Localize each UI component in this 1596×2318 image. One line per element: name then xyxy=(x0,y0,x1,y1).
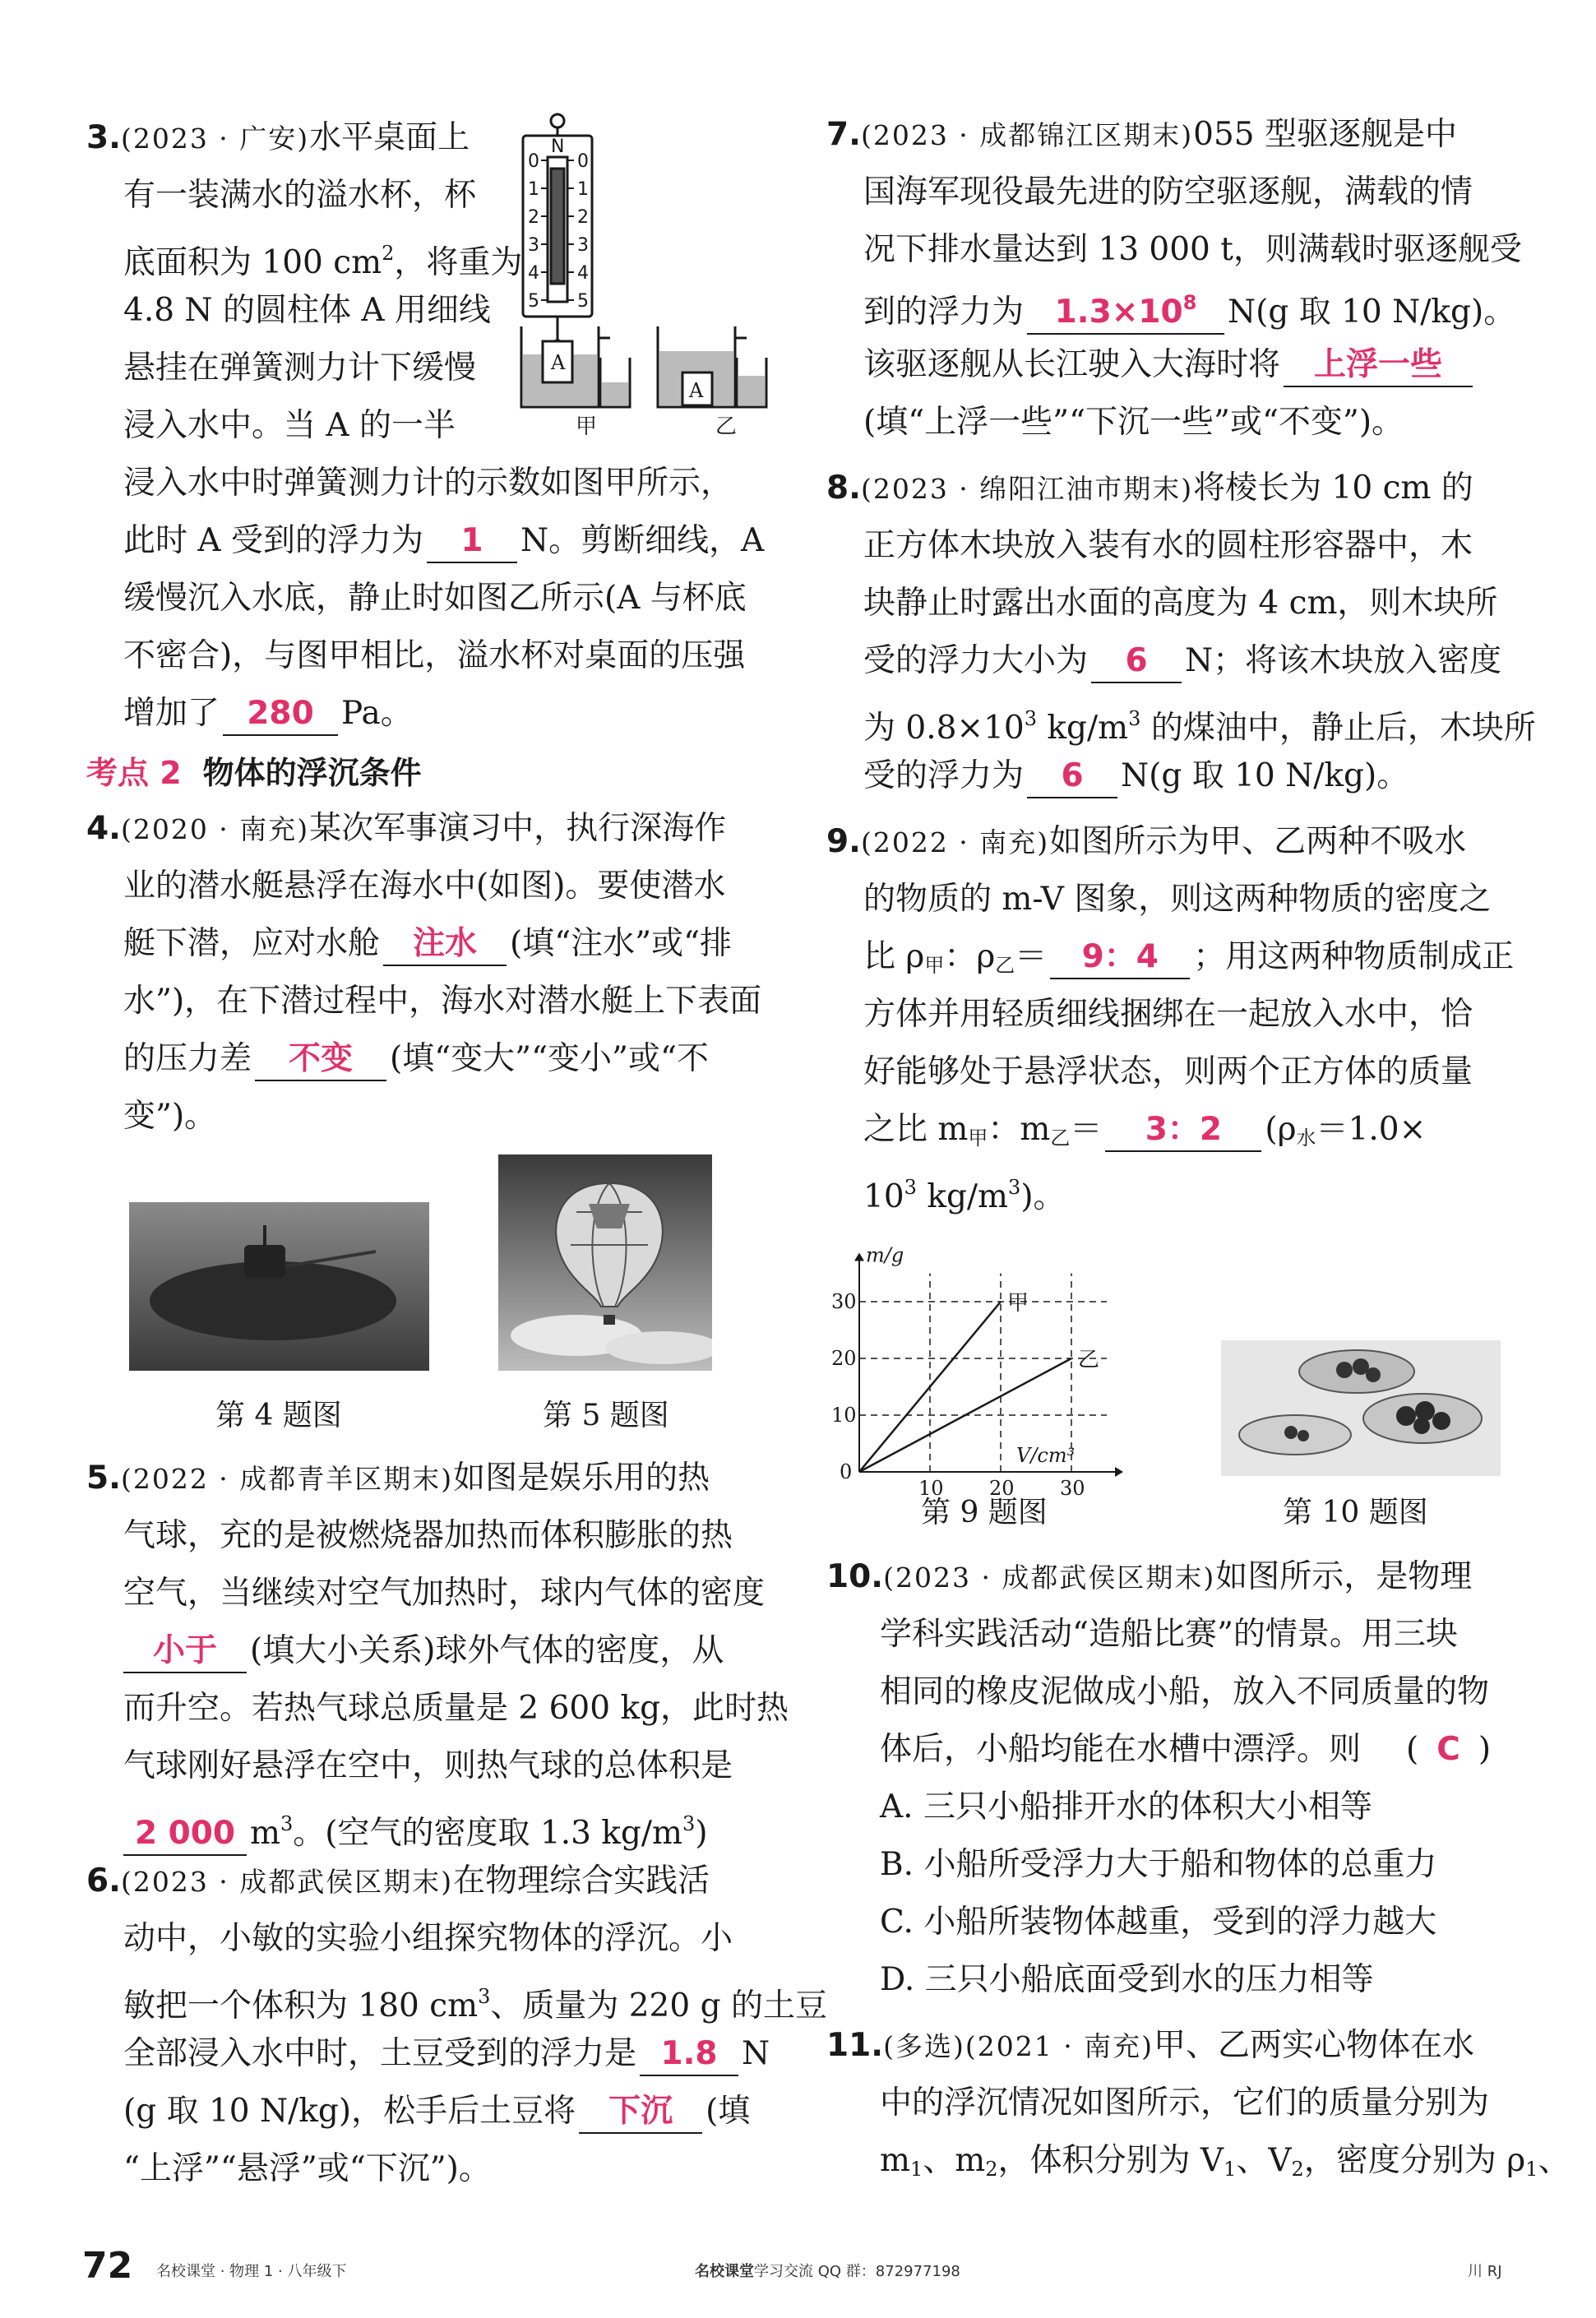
svg-text:2: 2 xyxy=(577,207,589,228)
q5-answer-2: 2 000 xyxy=(123,1813,247,1856)
q8-line-5: 为 $0.8\times 10^3$ $kg/m^3$ 的煤油中，静止后，木块所 xyxy=(863,707,1536,747)
q3-line-5: 悬挂在弹簧测力计下缓慢 xyxy=(123,349,477,386)
q9-line-7: $10^3$ $kg/m^3$)。 xyxy=(863,1176,1066,1215)
q10-option-a: A. 三只小船排开水的体积大小相等 xyxy=(880,1788,1372,1825)
clay-boats-photo xyxy=(1221,1340,1501,1476)
q7-line-5: 该驱逐舰从长江驶入大海时将 上浮一些 xyxy=(863,340,1476,391)
caption-q4: 第 4 题图 xyxy=(215,1399,342,1432)
svg-text:3: 3 xyxy=(577,235,589,256)
q7-line-2: 国海军现役最先进的防空驱逐舰，满载的情 xyxy=(863,174,1473,211)
q4-line-6: 变”)。 xyxy=(123,1098,217,1135)
q3-line-3: 底面积为 100 $cm^2$，将重为 xyxy=(123,242,523,281)
svg-text:4: 4 xyxy=(577,263,589,284)
book-title: 名校课堂 · 物理 1 · 八年级下 xyxy=(156,2263,347,2280)
q4-answer-1: 注水 xyxy=(383,923,507,966)
scale-right-label: 0 xyxy=(577,151,589,172)
q9-line-4: 方体并用轻质细线捆绑在一起放入水中，恰 xyxy=(863,996,1473,1033)
q10-option-d: D. 三只小船底面受到水的压力相等 xyxy=(880,1961,1374,1998)
q10-answer: C xyxy=(1436,1731,1460,1768)
page-number: 72 xyxy=(82,2245,133,2287)
q3-line-2: 有一装满水的溢水杯，杯 xyxy=(123,177,477,214)
q5-line-7: 2 000 $m^3$。(空气的密度取 1.3 $kg/m^3$) xyxy=(123,1798,708,1859)
q9-line-6: 之比 $m_甲$：$m_乙= 3$：2 ($\rho_水=1.0\times$ xyxy=(863,1104,1426,1164)
fig-label-jia: 甲 xyxy=(576,414,598,436)
x-axis-label: V/cm³ xyxy=(1016,1444,1076,1467)
q10-line-3: 相同的橡皮泥做成小船，放入不同质量的物 xyxy=(880,1673,1490,1710)
q6-line-1: 6.(2023 · 成都武侯区期末)在物理综合实践活 xyxy=(86,1862,710,1899)
caption-q9: 第 9 题图 xyxy=(921,1496,1048,1529)
q4-line-1: 4.(2020 · 南充)某次军事演习中，执行深海作 xyxy=(86,810,727,847)
q4-line-5: 的压力差 不变 (填“变大”“变小”或“不 xyxy=(123,1034,709,1085)
svg-text:1: 1 xyxy=(577,179,589,200)
q6-line-2: 动中，小敏的实验小组探究物体的浮沉。小 xyxy=(123,1920,733,1957)
y-tick-label: 20 xyxy=(831,1347,857,1370)
q7-line-6: (填“上浮一些”“下沉一些”或“不变”)。 xyxy=(863,404,1404,441)
q8-line-1: 8.(2023 · 绵阳江油市期末)将棱长为 10 cm 的 xyxy=(826,470,1473,507)
q8-answer-2: 6 xyxy=(1027,756,1117,798)
x-axis-arrow xyxy=(1115,1467,1123,1477)
scale-unit: N xyxy=(551,136,565,157)
section-tag: 考点 2 xyxy=(86,755,182,791)
q9-answer-2: 3：2 xyxy=(1105,1109,1261,1152)
y-axis-label: m/g xyxy=(866,1243,904,1267)
q3-line-6: 浸入水中。当 A 的一半 xyxy=(123,407,456,444)
footer-qq: 名校课堂学习交流 QQ 群：872977198 xyxy=(695,2263,960,2280)
q4-answer-2: 不变 xyxy=(255,1039,386,1081)
svg-text:3: 3 xyxy=(528,235,539,256)
q8-answer-1: 6 xyxy=(1091,641,1182,683)
q3-source: (2023 · 广安) xyxy=(120,123,310,155)
fig-label-yi: 乙 xyxy=(715,414,738,436)
svg-text:A: A xyxy=(551,351,566,374)
edition-label: 川 RJ xyxy=(1468,2263,1502,2280)
q6-answer-1: 1.8 xyxy=(640,2033,738,2076)
q10-line-4: 体后，小船均能在水槽中漂浮。则 ( C ) xyxy=(880,1724,1361,1775)
q8-line-3: 块静止时露出水面的高度为 4 cm，则木块所 xyxy=(863,585,1498,622)
svg-text:1: 1 xyxy=(528,179,539,200)
q5-line-5: 而升空。若热气球总质量是 2 600 kg，此时热 xyxy=(123,1690,789,1727)
q8-line-4: 受的浮力大小为 6 N；将该木块放入密度 xyxy=(863,636,1501,687)
series-label-1: 甲 xyxy=(1007,1291,1029,1316)
q6-line-5: (g 取 10 N/kg)，松手后土豆将 下沉 (填 xyxy=(123,2086,750,2137)
q5-line-4: 小于 (填大小关系)球外气体的密度，从 xyxy=(123,1626,724,1677)
q11-line-2: 中的浮沉情况如图所示，它们的质量分别为 xyxy=(880,2084,1490,2121)
footer-brand: 名校课堂 xyxy=(695,2263,754,2280)
y-axis-arrow xyxy=(854,1253,864,1261)
scale-left-label: 0 xyxy=(528,151,539,172)
q6-line-4: 全部浸入水中时，土豆受到的浮力是 1.8 N xyxy=(123,2029,770,2080)
q3-number: 3. xyxy=(86,119,121,156)
q5-line-2: 气球，充的是被燃烧器加热而体积膨胀的热 xyxy=(123,1517,733,1554)
q8-line-6: 受的浮力为 6 N(g 取 10 N/kg)。 xyxy=(863,751,1409,802)
submarine-photo xyxy=(129,1202,429,1371)
q10-option-c: C. 小船所装物体越重，受到的浮力越大 xyxy=(880,1904,1437,1941)
q3-line-11: 增加了 280 Pa。 xyxy=(123,688,413,739)
svg-text:5: 5 xyxy=(577,291,589,312)
q9-answer-1: 9：4 xyxy=(1050,937,1190,979)
q10-option-b: B. 小船所受浮力大于船和物体的总重力 xyxy=(880,1846,1437,1883)
q6-line-6: “上浮”“悬浮”或“下沉”)。 xyxy=(123,2150,491,2187)
q9-line-5: 好能够处于悬浮状态，则两个正方体的质量 xyxy=(863,1053,1473,1090)
balloon-photo xyxy=(498,1154,712,1371)
q3-answer-1: 1 xyxy=(427,521,517,563)
q10-line-2: 学科实践活动“造船比赛”的情景。用三块 xyxy=(880,1616,1458,1653)
q7-line-4: 到的浮力为 $1.3\times 10^8$ N(g 取 10 N/kg)。 xyxy=(863,282,1515,338)
q3-line-9: 缓慢沉入水底，静止时如图乙所示(A 与杯底 xyxy=(123,580,747,617)
q3-line-1: 3.(2023 · 广安)水平桌面上 xyxy=(86,119,470,156)
q6-answer-2: 下沉 xyxy=(579,2091,702,2134)
caption-q5: 第 5 题图 xyxy=(543,1399,669,1432)
y-tick-label: 10 xyxy=(831,1404,857,1427)
mv-chart xyxy=(826,1233,1172,1505)
q4-line-4: 水”)，在下潜过程中，海水对潜水艇上下表面 xyxy=(123,983,762,1020)
overflow-cup-yi xyxy=(658,326,766,407)
q3-figure xyxy=(518,111,789,436)
q3-answer-2: 280 xyxy=(223,693,338,736)
q8-line-2: 正方体木块放入装有水的圆柱形容器中，木 xyxy=(863,527,1473,564)
series-label-2: 乙 xyxy=(1078,1348,1100,1372)
y-tick-label: 30 xyxy=(831,1290,857,1313)
q3-line-7: 浸入水中时弹簧测力计的示数如图甲所示， xyxy=(123,465,733,502)
q10-answer-paren: ( C ) xyxy=(1406,1731,1492,1768)
q9-line-2: 的物质的 m-V 图象，则这两种物质的密度之 xyxy=(863,881,1492,918)
x-tick-label: 20 xyxy=(989,1477,1015,1500)
q3-line-8: 此时 A 受到的浮力为 1 N。剪断细线，A xyxy=(123,516,764,567)
q7-answer-2: 上浮一些 xyxy=(1284,345,1473,387)
q10-line-1: 10.(2023 · 成都武侯区期末)如图所示，是物理 xyxy=(826,1558,1473,1595)
q3-line-10: 不密合)，与图甲相比，溢水杯对桌面的压强 xyxy=(123,637,746,674)
q5-line-3: 空气，当继续对空气加热时，球内气体的密度 xyxy=(123,1575,766,1612)
q11-line-3: $m_1$、$m_2$，体积分别为 $V_1$、$V_2$，密度分别为 $\rho_1$、 xyxy=(880,2142,1571,2181)
q7-line-1: 7.(2023 · 成都锦江区期末)055 型驱逐舰是中 xyxy=(826,116,1457,153)
q6-line-3: 敏把一个体积为 180 $cm^3$、质量为 220 g 的土豆 xyxy=(123,1985,827,2024)
q4-line-3: 艇下潜，应对水舱 注水 (填“注水”或“排 xyxy=(123,918,732,969)
q3-line-4: 4.8 N 的圆柱体 A 用细线 xyxy=(123,292,491,329)
q11-line-1: 11.(多选)(2021 · 南充)甲、乙两实心物体在水 xyxy=(826,2027,1475,2064)
q7-answer-1: $1.3\times 10^8$ xyxy=(1027,282,1224,335)
overflow-cup-jia xyxy=(521,326,630,407)
q9-line-1: 9.(2022 · 南充)如图所示为甲、乙两种不吸水 xyxy=(826,823,1467,860)
origin-label: 0 xyxy=(840,1460,853,1483)
q5-answer-1: 小于 xyxy=(123,1631,247,1673)
q5-line-6: 气球刚好悬浮在空中，则热气球的总体积是 xyxy=(123,1747,733,1784)
svg-text:A: A xyxy=(689,379,704,402)
q4-line-2: 业的潜水艇悬浮在海水中(如图)。要使潜水 xyxy=(123,868,726,905)
x-tick-label: 10 xyxy=(918,1477,944,1500)
svg-text:4: 4 xyxy=(528,263,539,284)
svg-text:5: 5 xyxy=(528,291,539,312)
x-tick-label: 30 xyxy=(1060,1477,1085,1500)
q9-line-3: 比 $\rho_甲$：$\rho_乙= 9$：4 ；用这两种物质制成正 xyxy=(863,932,1514,991)
svg-text:2: 2 xyxy=(528,207,539,228)
section-heading xyxy=(86,748,422,798)
caption-q10: 第 10 题图 xyxy=(1283,1496,1428,1529)
section-title: 物体的浮沉条件 xyxy=(202,755,422,791)
q5-line-1: 5.(2022 · 成都青羊区期末)如图是娱乐用的热 xyxy=(86,1460,710,1497)
q7-line-3: 况下排水量达到 13 000 t，则满载时驱逐舰受 xyxy=(863,231,1522,268)
